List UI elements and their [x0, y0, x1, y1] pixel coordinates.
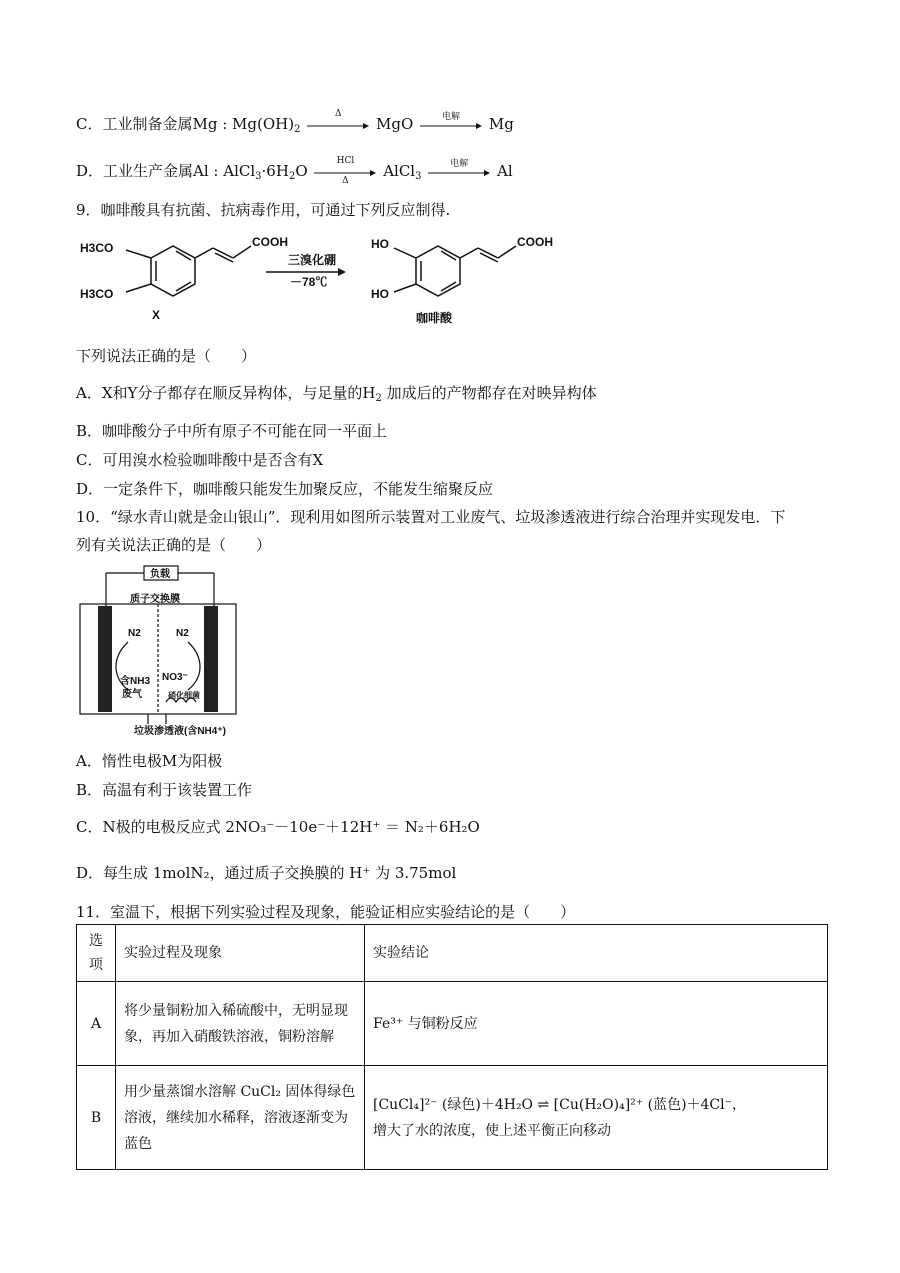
q10-option-b: B．高温有利于该装置工作: [76, 781, 253, 799]
option-c-text: C．工业制备金属Mg : Mg(OH): [76, 115, 295, 133]
question-10-line-1: 10．“绿水青山就是金山银山”．现利用如图所示装置对工业废气、垃圾渗透液进行综合治理并实现发电．下: [76, 508, 786, 526]
nh3-gas-label: 含NH3: [120, 676, 151, 687]
n2-right-label: N2: [176, 628, 189, 639]
caffeic-acid-reaction-figure: [76, 228, 556, 328]
membrane-label: 质子交换膜: [130, 594, 180, 605]
row-a-conclusion: Fe³⁺ 与铜粉反应: [365, 982, 828, 1066]
header-option: 选项: [77, 925, 116, 982]
q10-option-c: C．N极的电极反应式 2NO₃⁻－10e⁻＋12H⁺ ＝ N₂＋6H₂O: [76, 818, 480, 836]
product-cooh: COOH: [517, 235, 553, 249]
temperature-label: －78℃: [290, 275, 328, 289]
q10-option-a: A．惰性电极M为阳极: [76, 752, 223, 770]
q9-option-b: B．咖啡酸分子中所有原子不可能在同一平面上: [76, 422, 388, 440]
row-a-option: A: [77, 982, 116, 1066]
load-label: 负载: [150, 569, 170, 580]
table-header-row: [77, 925, 828, 982]
product-group-2: HO: [371, 287, 389, 301]
bacteria-label: 硝化细菌: [168, 691, 200, 700]
question-9-ask: 下列说法正确的是（ ）: [76, 347, 257, 365]
option-d-text: D．工业生产金属Al : AlCl: [76, 162, 256, 180]
leachate-label: 垃圾渗透液(含NH4⁺): [134, 726, 226, 737]
row-b-equilibrium: [CuCl₄]²⁻ (绿色)＋4H₂O ⇌ [Cu(H₂O)₄]²⁺ (蓝色)＋4Cl⁻，: [373, 1096, 747, 1113]
row-b-explanation: 增大了水的浓度，使上述平衡正向移动: [373, 1122, 611, 1139]
reactant-group-1: H3CO: [80, 241, 114, 255]
experiment-table: [76, 924, 828, 1170]
question-9: 9．咖啡酸具有抗菌、抗病毒作用，可通过下列反应制得.: [76, 201, 451, 219]
arrow-electrolysis: 电解: [420, 118, 482, 132]
option-d-line: D．工业生产金属Al : $AlCl_3\cdot 6H_2O$ HCl Δ AlCl$_3$ 电解 Al: [76, 156, 513, 186]
header-procedure: 实验过程及现象: [116, 925, 365, 982]
question-11: 11．室温下，根据下列实验过程及现象，能验证相应实验结论的是（ ）: [76, 903, 576, 921]
arrow-heat: Δ: [307, 118, 369, 132]
waste-gas-label: 废气: [122, 689, 142, 700]
reactant-cooh: COOH: [252, 235, 288, 249]
reagent-label: 三溴化硼: [288, 253, 337, 267]
table-row: [77, 982, 828, 1066]
q9-option-d: D．一定条件下，咖啡酸只能发生加聚反应，不能发生缩聚反应: [76, 480, 494, 498]
q9-option-a: A．X和Y分子都存在顺反异构体，与足量的$H_2$ 加成后的产物都存在对映异构体: [76, 384, 597, 404]
mg-text: Mg: [488, 115, 514, 133]
q9-option-c: C．可用溴水检验咖啡酸中是否含有X: [76, 451, 324, 469]
reactant-name: X: [152, 308, 161, 322]
row-b-conclusion: [365, 1066, 828, 1170]
fuel-cell-figure: [76, 562, 240, 737]
question-10-line-2: 列有关说法正确的是（ ）: [76, 536, 272, 554]
row-a-procedure: 将少量铜粉加入稀硫酸中，无明显现象，再加入硝酸铁溶液，铜粉溶解: [116, 982, 365, 1066]
arrow-hcl-heat: HCl Δ: [314, 165, 376, 179]
table-row: [77, 1066, 828, 1170]
n2-left-label: N2: [128, 628, 141, 639]
product-group-1: HO: [371, 237, 389, 251]
option-c-line: C．工业制备金属Mg : $Mg(OH)_2$ Δ MgO 电解 Mg: [76, 109, 514, 135]
header-conclusion: 实验结论: [365, 925, 828, 982]
reactant-group-2: H3CO: [80, 287, 114, 301]
mgo-text: MgO: [376, 115, 414, 133]
row-b-procedure: 用少量蒸馏水溶解 CuCl₂ 固体得绿色溶液，继续加水稀释，溶液逐渐变为蓝色: [116, 1066, 365, 1170]
arrow-electrolysis-2: 电解: [428, 165, 490, 179]
q10-option-d: D．每生成 1molN₂，通过质子交换膜的 H⁺ 为 3.75mol: [76, 864, 457, 882]
no3-label: NO3⁻: [162, 672, 188, 683]
row-b-option: B: [77, 1066, 116, 1170]
product-name: 咖啡酸: [416, 311, 453, 325]
